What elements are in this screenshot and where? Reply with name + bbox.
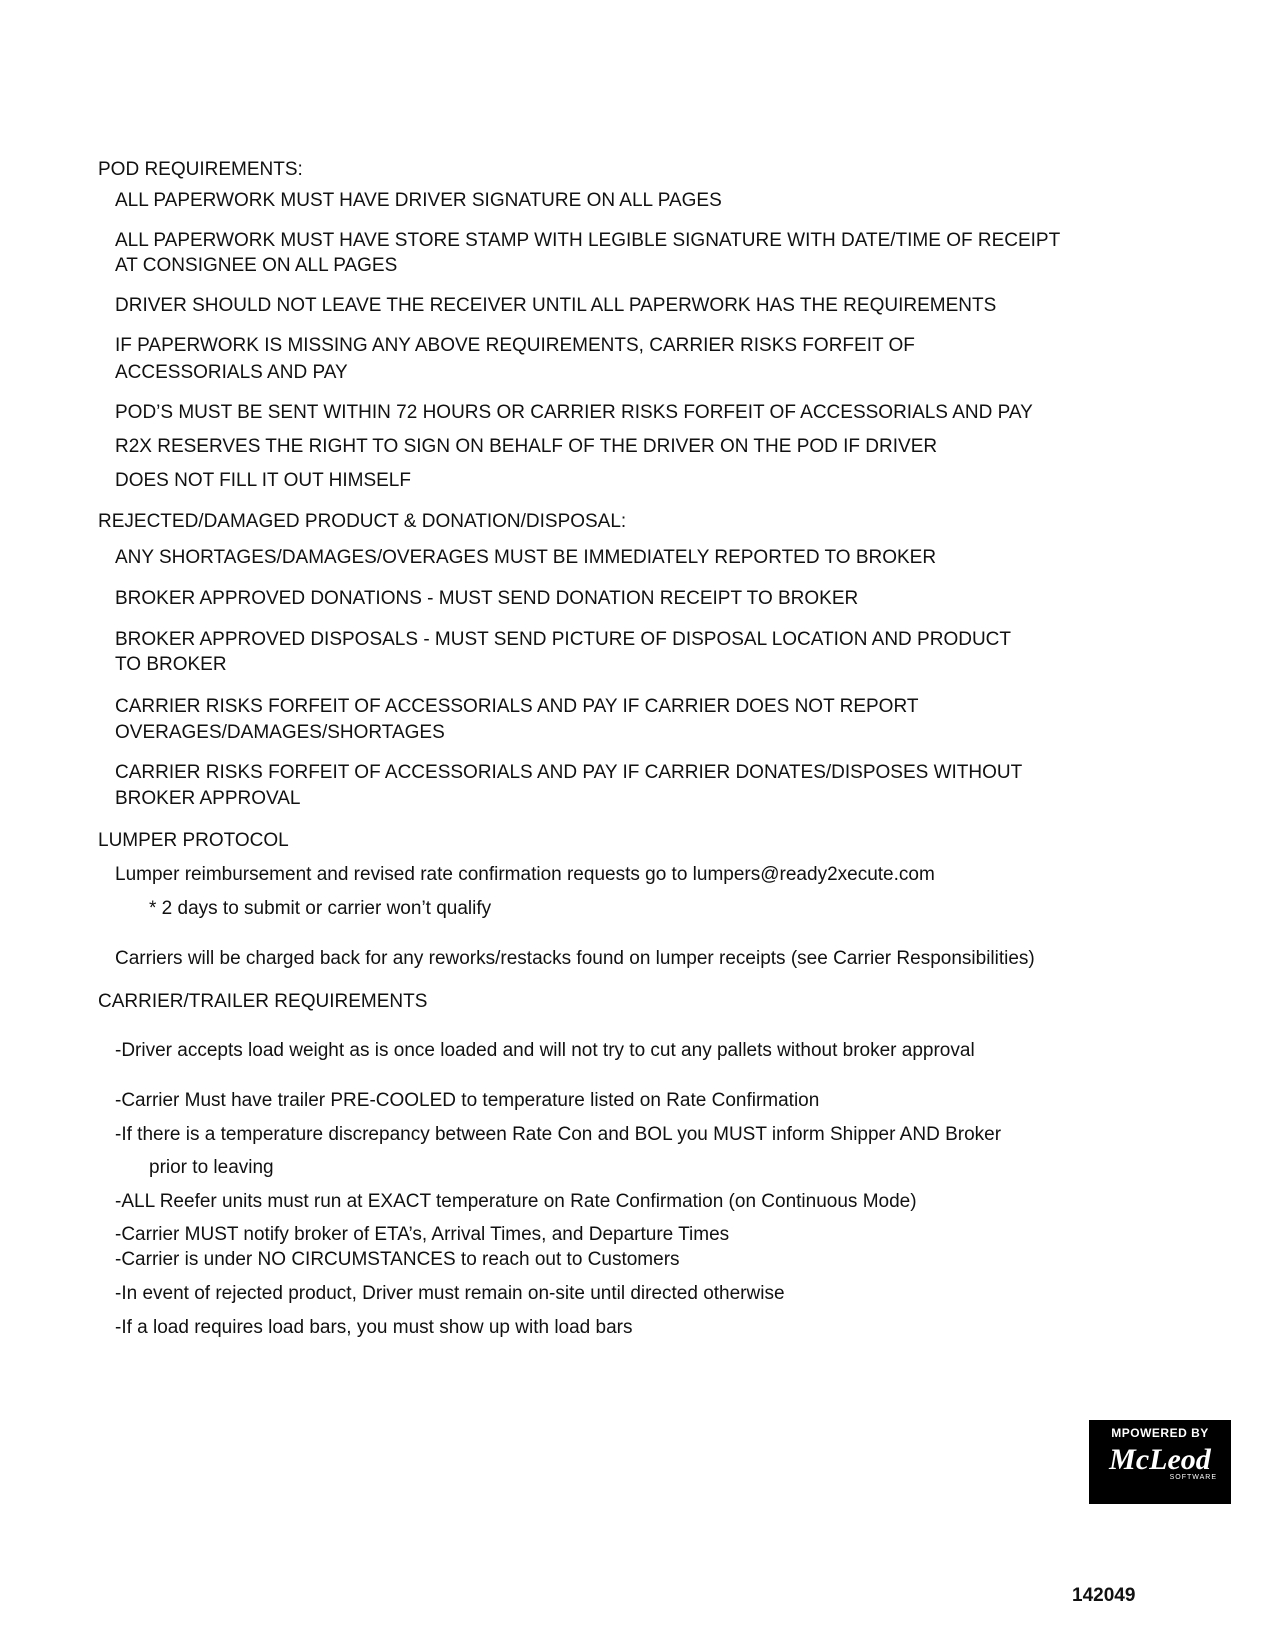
rejected-line: TO BROKER [115,654,227,675]
lumper-heading: LUMPER PROTOCOL [98,830,289,851]
rejected-line: OVERAGES/DAMAGES/SHORTAGES [115,722,445,743]
carrier-line: -If there is a temperature discrepancy between Rate Con and BOL you MUST inform Shipper AND Broker [115,1124,1002,1145]
carrier-line: -Driver accepts load weight as is once loaded and will not try to cut any pallets without broker approval [115,1040,975,1061]
carrier-line: prior to leaving [149,1157,274,1178]
rejected-line: BROKER APPROVED DISPOSALS - MUST SEND PICTURE OF DISPOSAL LOCATION AND PRODUCT [115,629,1011,650]
rejected-line: BROKER APPROVED DONATIONS - MUST SEND DONATION RECEIPT TO BROKER [115,588,859,609]
rejected-line: ANY SHORTAGES/DAMAGES/OVERAGES MUST BE IMMEDIATELY REPORTED TO BROKER [115,547,937,568]
carrier-line: -Carrier MUST notify broker of ETA’s, Arrival Times, and Departure Times [115,1224,730,1245]
carrier-line: -Carrier Must have trailer PRE-COOLED to temperature listed on Rate Confirmation [115,1090,820,1111]
logo-subtext: SOFTWARE [1169,1474,1217,1481]
pod-line: IF PAPERWORK IS MISSING ANY ABOVE REQUIREMENTS, CARRIER RISKS FORFEIT OF [115,335,915,356]
mcleod-logo [1089,1420,1231,1504]
pod-line: AT CONSIGNEE ON ALL PAGES [115,255,398,276]
carrier-line: -In event of rejected product, Driver must remain on-site until directed otherwise [115,1283,785,1304]
lumper-line: Carriers will be charged back for any reworks/restacks found on lumper receipts (see Carrier Responsibilities) [115,948,1035,969]
carrier-heading: CARRIER/TRAILER REQUIREMENTS [98,991,428,1012]
pod-line: POD’S MUST BE SENT WITHIN 72 HOURS OR CARRIER RISKS FORFEIT OF ACCESSORIALS AND PAY [115,402,1033,423]
page-number: 142049 [1072,1585,1136,1606]
pod-line: DRIVER SHOULD NOT LEAVE THE RECEIVER UNTIL ALL PAPERWORK HAS THE REQUIREMENTS [115,295,997,316]
rejected-line: BROKER APPROVAL [115,788,301,809]
rejected-line: CARRIER RISKS FORFEIT OF ACCESSORIALS AND PAY IF CARRIER DOES NOT REPORT [115,696,919,717]
pod-line: ALL PAPERWORK MUST HAVE DRIVER SIGNATURE ON ALL PAGES [115,190,722,211]
pod-line: R2X RESERVES THE RIGHT TO SIGN ON BEHALF OF THE DRIVER ON THE POD IF DRIVER [115,436,938,457]
pod-line: DOES NOT FILL IT OUT HIMSELF [115,470,411,491]
logo-wordmark: McLeod [1109,1443,1211,1476]
rejected-heading: REJECTED/DAMAGED PRODUCT & DONATION/DISPOSAL: [98,511,627,532]
lumper-line: * 2 days to submit or carrier won’t qualify [149,898,492,919]
rejected-line: CARRIER RISKS FORFEIT OF ACCESSORIALS AND PAY IF CARRIER DONATES/DISPOSES WITHOUT [115,762,1023,783]
lumper-line: Lumper reimbursement and revised rate confirmation requests go to lumpers@ready2xecute.com [115,864,935,885]
pod-heading: POD REQUIREMENTS: [98,159,303,180]
pod-line: ALL PAPERWORK MUST HAVE STORE STAMP WITH LEGIBLE SIGNATURE WITH DATE/TIME OF RECEIPT [115,230,1061,251]
carrier-line: -ALL Reefer units must run at EXACT temperature on Rate Confirmation (on Continuous Mode) [115,1191,917,1212]
carrier-line: -If a load requires load bars, you must show up with load bars [115,1317,633,1338]
carrier-line: -Carrier is under NO CIRCUMSTANCES to reach out to Customers [115,1249,680,1270]
logo-tagline: MPOWERED BY [1111,1426,1209,1440]
pod-line: ACCESSORIALS AND PAY [115,362,348,383]
